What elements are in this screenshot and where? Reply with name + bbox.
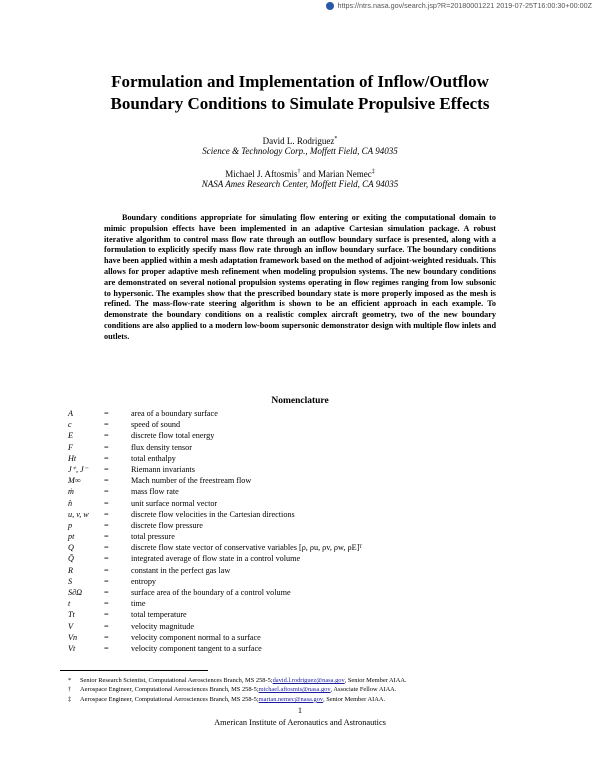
footnote-email-link[interactable]: david.l.rodriguez@nasa.gov bbox=[272, 677, 345, 684]
nomenclature-description: unit surface normal vector bbox=[131, 498, 218, 508]
nomenclature-row bbox=[68, 531, 538, 542]
nomenclature-description: discrete flow total energy bbox=[131, 431, 215, 441]
nomenclature-row bbox=[68, 643, 538, 654]
nomenclature-equals: = bbox=[104, 610, 109, 620]
footnote-mark: ‡ bbox=[68, 695, 72, 703]
nomenclature-row bbox=[68, 621, 538, 632]
nomenclature-symbol: A bbox=[68, 409, 74, 418]
nomenclature-equals: = bbox=[104, 532, 109, 542]
nomenclature-description: velocity magnitude bbox=[131, 621, 194, 631]
author-2-affiliation: NASA Ames Research Center, Moffett Field, CA 94035 bbox=[201, 179, 399, 189]
nomenclature-symbol: Vn bbox=[68, 632, 78, 642]
nomenclature-equals: = bbox=[104, 643, 109, 653]
nomenclature-equals: = bbox=[104, 565, 109, 575]
nomenclature-description: mass flow rate bbox=[131, 487, 179, 497]
nomenclature-symbol: S∂Ω bbox=[68, 588, 83, 597]
nomenclature-row bbox=[68, 464, 538, 475]
nomenclature-row bbox=[68, 453, 538, 464]
title-line-2: Boundary Conditions to Simulate Propulsive Effects bbox=[110, 94, 490, 113]
author-3-name: and Marian Nemec bbox=[300, 169, 372, 179]
nomenclature-description: integrated average of flow state in a control volume bbox=[131, 554, 301, 564]
nomenclature-equals: = bbox=[104, 588, 109, 597]
nomenclature-row bbox=[68, 520, 538, 531]
nomenclature-title: Nomenclature bbox=[271, 396, 329, 406]
nomenclature-symbol: Q̄ bbox=[68, 554, 74, 564]
nomenclature-equals: = bbox=[104, 498, 109, 508]
nomenclature-equals: = bbox=[104, 442, 109, 452]
page-footer: American Institute of Aeronautics and Astronautics bbox=[214, 718, 386, 727]
nomenclature-row bbox=[68, 430, 538, 441]
nomenclature-row bbox=[68, 498, 538, 509]
nomenclature-symbol: F bbox=[68, 442, 74, 452]
nomenclature-symbol: J⁺, J⁻ bbox=[68, 464, 89, 474]
nomenclature-description: surface area of the boundary of a control volume bbox=[131, 588, 291, 597]
footnotes bbox=[68, 676, 538, 704]
nomenclature-symbol: ṁ bbox=[68, 487, 74, 497]
nomenclature-description: velocity component normal to a surface bbox=[131, 632, 261, 642]
nomenclature-equals: = bbox=[104, 520, 109, 530]
nomenclature-description: Riemann invariants bbox=[131, 464, 195, 474]
footnote bbox=[68, 685, 538, 694]
footnote-email-link[interactable]: marian.nemec@nasa.gov bbox=[258, 695, 324, 703]
nomenclature-description: entropy bbox=[131, 576, 157, 586]
nomenclature-row bbox=[68, 565, 538, 576]
nomenclature-description: discrete flow state vector of conservative variables [ρ, ρu, ρv, ρw, ρE]ᵀ bbox=[131, 543, 363, 553]
nomenclature-description: speed of sound bbox=[131, 420, 181, 430]
nomenclature-symbol: Ht bbox=[68, 453, 77, 463]
source-header bbox=[326, 0, 592, 11]
nomenclature-description: time bbox=[131, 599, 146, 609]
footnote bbox=[68, 676, 538, 685]
nomenclature-description: velocity component tangent to a surface bbox=[131, 643, 262, 653]
nomenclature-description: Mach number of the freestream flow bbox=[131, 476, 252, 486]
nomenclature-equals: = bbox=[104, 543, 109, 553]
footnote-text: Aerospace Engineer, Computational Aerosciences Branch, MS 258-5; bbox=[80, 695, 259, 703]
nomenclature-symbol: Vt bbox=[68, 643, 76, 653]
nomenclature-equals: = bbox=[104, 487, 109, 497]
nomenclature-row bbox=[68, 598, 538, 609]
nomenclature-equals: = bbox=[104, 453, 109, 463]
footnote-mark: * bbox=[68, 677, 72, 684]
nomenclature-equals: = bbox=[104, 554, 109, 564]
nomenclature-row bbox=[68, 442, 538, 453]
nomenclature-symbol: u, v, w bbox=[68, 509, 89, 519]
footnote-text: Aerospace Engineer, Computational Aerosciences Branch, MS 258-5; bbox=[80, 686, 259, 694]
nomenclature-description: total pressure bbox=[131, 532, 175, 542]
footnote-rule bbox=[60, 670, 208, 671]
paper-title bbox=[60, 71, 540, 115]
nomenclature-equals: = bbox=[104, 599, 109, 609]
nomenclature-description: flux density tensor bbox=[131, 442, 192, 452]
nomenclature-symbol: pt bbox=[68, 532, 75, 542]
nomenclature-equals: = bbox=[104, 509, 109, 519]
nomenclature-description: discrete flow pressure bbox=[131, 520, 203, 530]
title-line-1: Formulation and Implementation of Inflow/Outflow bbox=[111, 72, 489, 91]
nomenclature-description: constant in the perfect gas law bbox=[131, 565, 231, 575]
footnote-text: Senior Research Scientist, Computational Aerosciences Branch, MS 258-5; bbox=[80, 677, 273, 684]
nomenclature-list bbox=[68, 408, 538, 654]
nomenclature-symbol: S bbox=[68, 576, 73, 586]
nomenclature-symbol: p bbox=[68, 520, 73, 530]
source-url[interactable]: https://ntrs.nasa.gov/search.jsp?R=20180001221 2019-07-25T16:00:30+00:00Z bbox=[337, 1, 592, 10]
nomenclature-row bbox=[68, 419, 538, 430]
nomenclature-symbol: Tt bbox=[68, 610, 75, 620]
nomenclature-equals: = bbox=[104, 431, 109, 441]
nomenclature-symbol: Q bbox=[68, 543, 74, 553]
nomenclature-row bbox=[68, 576, 538, 587]
author-1-affiliation: Science & Technology Corp., Moffett Field, CA 94035 bbox=[202, 146, 398, 156]
author-1-mark: * bbox=[334, 136, 338, 142]
nomenclature-symbol: M∞ bbox=[68, 476, 81, 486]
nomenclature-row bbox=[68, 542, 538, 553]
footnote-suffix: , Senior Member AIAA. bbox=[323, 695, 386, 703]
author-2-mark: † bbox=[297, 169, 301, 175]
nomenclature-row bbox=[68, 632, 538, 643]
nomenclature-description: discrete flow velocities in the Cartesian directions bbox=[131, 509, 295, 519]
nomenclature-row bbox=[68, 475, 538, 486]
nomenclature-symbol: t bbox=[68, 599, 71, 609]
ntrs-logo-icon bbox=[326, 2, 334, 10]
nomenclature-equals: = bbox=[104, 420, 109, 430]
nomenclature-equals: = bbox=[104, 621, 109, 631]
abstract: Boundary conditions appropriate for simulating flow entering or exiting the computational domain to mimic propulsion effects have been implemented in an adaptive Cartesian simulation package. A robust iterative algorithm to control mass flow rate through an outflow boundary surface is presented, along with a formulation to explicitly specify mass flow rate through an inflow boundary surface. The boundary conditions have been applied within a mesh adaptation framework based on the method of adjoint-weighted residuals. This allows for proper adaptive mesh refinement when modeling propulsion systems. The new boundary conditions are demonstrated on several notional propulsion systems operating in flow regimes ranging from low subsonic to hypersonic. The examples show that the prescribed boundary state is more properly imposed as the mesh is refined. The mass-flow-rate steering algorithm is shown to be an efficient approach in each example. To demonstrate the boundary conditions on a realistic complex aircraft geometry, two of the new boundary conditions are also applied to a modern low-boom supersonic demonstrator design with multiple flow inlets and outlets. bbox=[104, 213, 496, 341]
nomenclature-equals: = bbox=[104, 409, 109, 418]
nomenclature-symbol: n̂ bbox=[68, 498, 73, 508]
nomenclature-row bbox=[68, 486, 538, 497]
nomenclature-description: total temperature bbox=[131, 610, 187, 620]
author-1-name: David L. Rodriguez bbox=[262, 136, 335, 146]
nomenclature-equals: = bbox=[104, 476, 109, 486]
page-number: 1 bbox=[297, 706, 303, 715]
footnote-email-link[interactable]: michael.aftosmis@nasa.gov bbox=[258, 686, 331, 694]
nomenclature-row bbox=[68, 509, 538, 520]
author-3-mark: ‡ bbox=[371, 169, 375, 175]
nomenclature-equals: = bbox=[104, 464, 109, 474]
footnote-mark: † bbox=[68, 686, 72, 694]
nomenclature-row bbox=[68, 553, 538, 564]
nomenclature-description: total enthalpy bbox=[131, 453, 176, 463]
nomenclature-symbol: V bbox=[68, 621, 74, 631]
footnote bbox=[68, 695, 538, 704]
nomenclature-symbol: R bbox=[68, 565, 74, 575]
nomenclature-symbol: E bbox=[68, 431, 74, 441]
nomenclature-row bbox=[68, 609, 538, 620]
author-2-name: Michael J. Aftosmis bbox=[225, 169, 298, 179]
footnote-suffix: , Associate Fellow AIAA. bbox=[330, 686, 397, 694]
nomenclature-symbol: c bbox=[68, 420, 72, 430]
nomenclature-description: area of a boundary surface bbox=[131, 409, 218, 418]
nomenclature-equals: = bbox=[104, 576, 109, 586]
nomenclature-equals: = bbox=[104, 632, 109, 642]
nomenclature-row bbox=[68, 408, 538, 419]
footnote-suffix: , Senior Member AIAA. bbox=[344, 677, 407, 684]
nomenclature-row bbox=[68, 587, 538, 598]
